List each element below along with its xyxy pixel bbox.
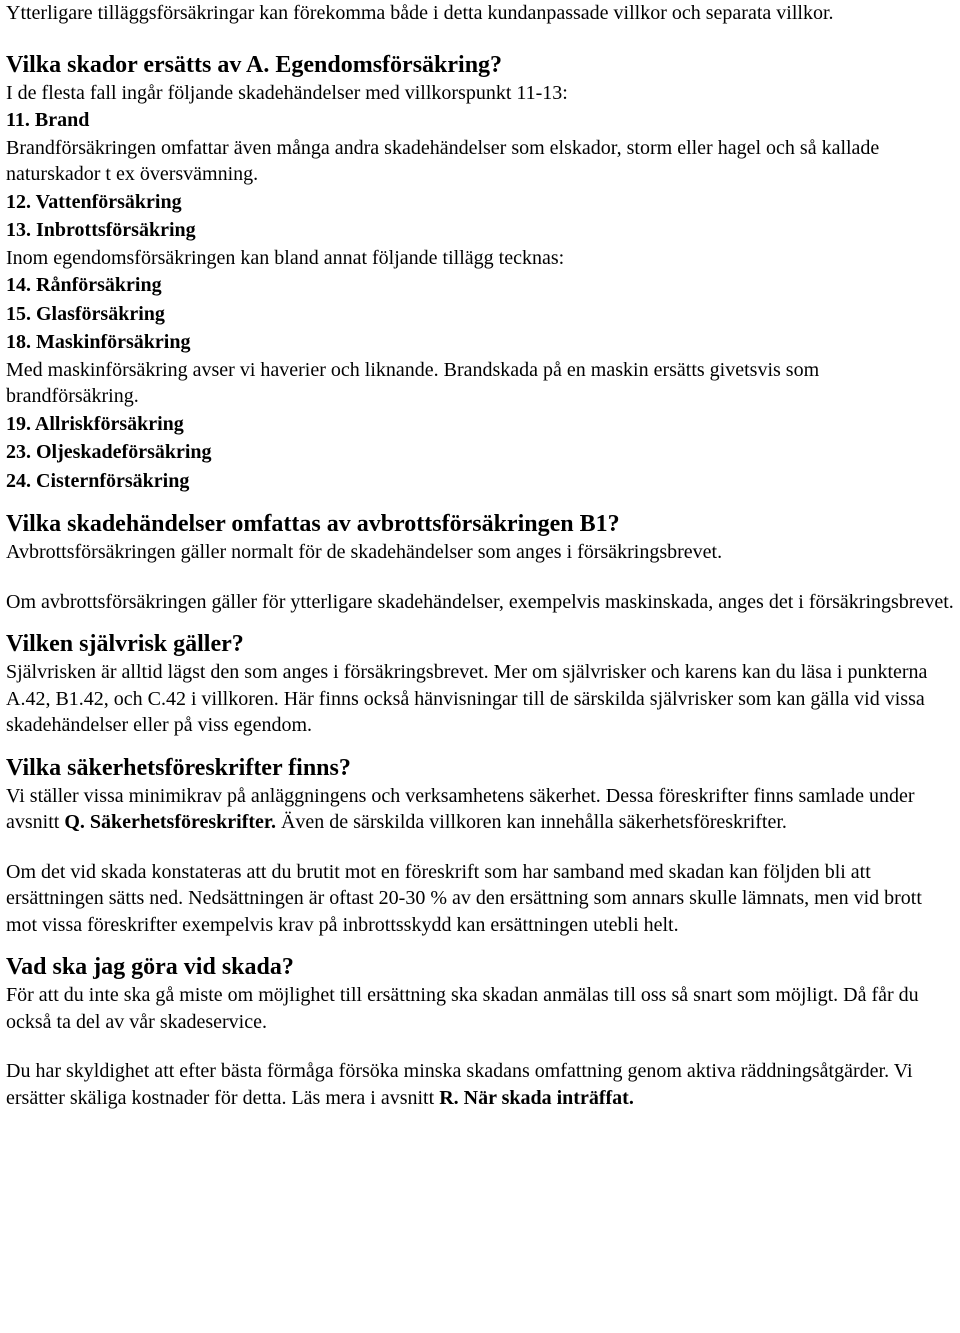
item-maskinforsakring-text: Med maskinförsäkring avser vi haverier och liknande. Brandskada på en maskin ersätts givetsvis som brandförsäkring.	[6, 358, 820, 407]
heading-egendomsforsakring: Vilka skador ersätts av A. Egendomsförsäkring?	[6, 51, 503, 78]
sjalvrisk-paragraph: Självrisken är alltid lägst den som anges i försäkringsbrevet. Mer om självrisker och karens kan du läsa i punkterna A.42, B1.42, och C.42 i villkoren. Här finns också hänvisningar till de särskilda självrisker som kan gälla vid vissa skadehändelser eller på viss egendom.	[6, 661, 928, 736]
sakerhet-paragraph-1	[6, 783, 956, 836]
item-vattenforsakring: 12. Vattenförsäkring	[6, 190, 182, 213]
skada-paragraph-1: För att du inte ska gå miste om möjlighet till ersättning ska skadan anmälas till oss så snart som möjligt. Då får du också ta del av vår skadeservice.	[6, 984, 919, 1033]
heading-avbrottsforsakring: Vilka skadehändelser omfattas av avbrottsförsäkringen B1?	[6, 511, 620, 537]
item-glasforsakring: 15. Glasförsäkring	[6, 302, 165, 325]
sakerhet-paragraph-2: Om det vid skada konstateras att du brutit mot en föreskrift som har samband med skadan kan följden bli att ersättningen sätts ned. Nedsättningen är oftast 20-30 % av den ersättning som annars skulle lämnats, men vid brott mot vissa föreskrifter exempelvis krav på inbrottsskydd kan ersättningen utebli helt.	[6, 860, 922, 936]
sakerhet-text-a: Vi ställer vissa minimikrav på anläggningens och verksamhetens säkerhet. Dessa föreskrifter finns samlade under avsnitt	[6, 784, 915, 833]
extra-lead: Inom egendomsförsäkringen kan bland annat följande tillägg tecknas:	[6, 246, 565, 269]
item-brand-text: Brandförsäkringen omfattar även många andra skadehändelser som elskador, storm eller hagel och så kallade naturskador t ex översvämning.	[6, 136, 880, 185]
item-maskinforsakring: 18. Maskinförsäkring	[6, 331, 191, 353]
item-inbrottsforsakring: 13. Inbrottsförsäkring	[6, 219, 196, 241]
heading-sjalvrisk: Vilken självrisk gäller?	[6, 631, 244, 657]
heading-vid-skada: Vad ska jag göra vid skada?	[6, 954, 294, 980]
intro-paragraph: Ytterligare tilläggsförsäkringar kan förekomma både i detta kundanpassade villkor och separata villkor.	[6, 2, 834, 24]
sakerhet-section-ref: Q. Säkerhetsföreskrifter.	[64, 811, 276, 833]
skada-text-a: Du har skyldighet att efter bästa förmåga försöka minska skadans omfattning genom aktiva räddningsåtgärder. Vi ersätter skäliga kostnader för detta. Läs mera i avsnitt	[6, 1060, 913, 1109]
skada-section-ref: R. När skada inträffat.	[439, 1086, 634, 1109]
item-ranforsakring: 14. Rånförsäkring	[6, 274, 162, 296]
avbrott-paragraph-2: Om avbrottsförsäkringen gäller för ytterligare skadehändelser, exempelvis maskinskada, anges det i försäkringsbrevet.	[6, 590, 954, 613]
sakerhet-text-b: Även de särskilda villkoren kan innehålla säkerhetsföreskrifter.	[275, 811, 787, 833]
avbrott-paragraph-1: Avbrottsförsäkringen gäller normalt för de skadehändelser som anges i försäkringsbrevet.	[6, 541, 723, 563]
egendom-lead: I de flesta fall ingår följande skadehändelser med villkorspunkt 11-13:	[6, 81, 568, 104]
skada-paragraph-2	[6, 1058, 956, 1111]
heading-sakerhetsforeskrifter: Vilka säkerhetsföreskrifter finns?	[6, 754, 351, 781]
item-allriskforsakring: 19. Allriskförsäkring	[6, 412, 184, 435]
document-page	[6, 0, 956, 1111]
item-brand: 11. Brand	[6, 109, 90, 131]
item-cisternforsakring: 24. Cisternförsäkring	[6, 469, 190, 492]
item-oljeskadeforsakring: 23. Oljeskadeförsäkring	[6, 441, 212, 463]
